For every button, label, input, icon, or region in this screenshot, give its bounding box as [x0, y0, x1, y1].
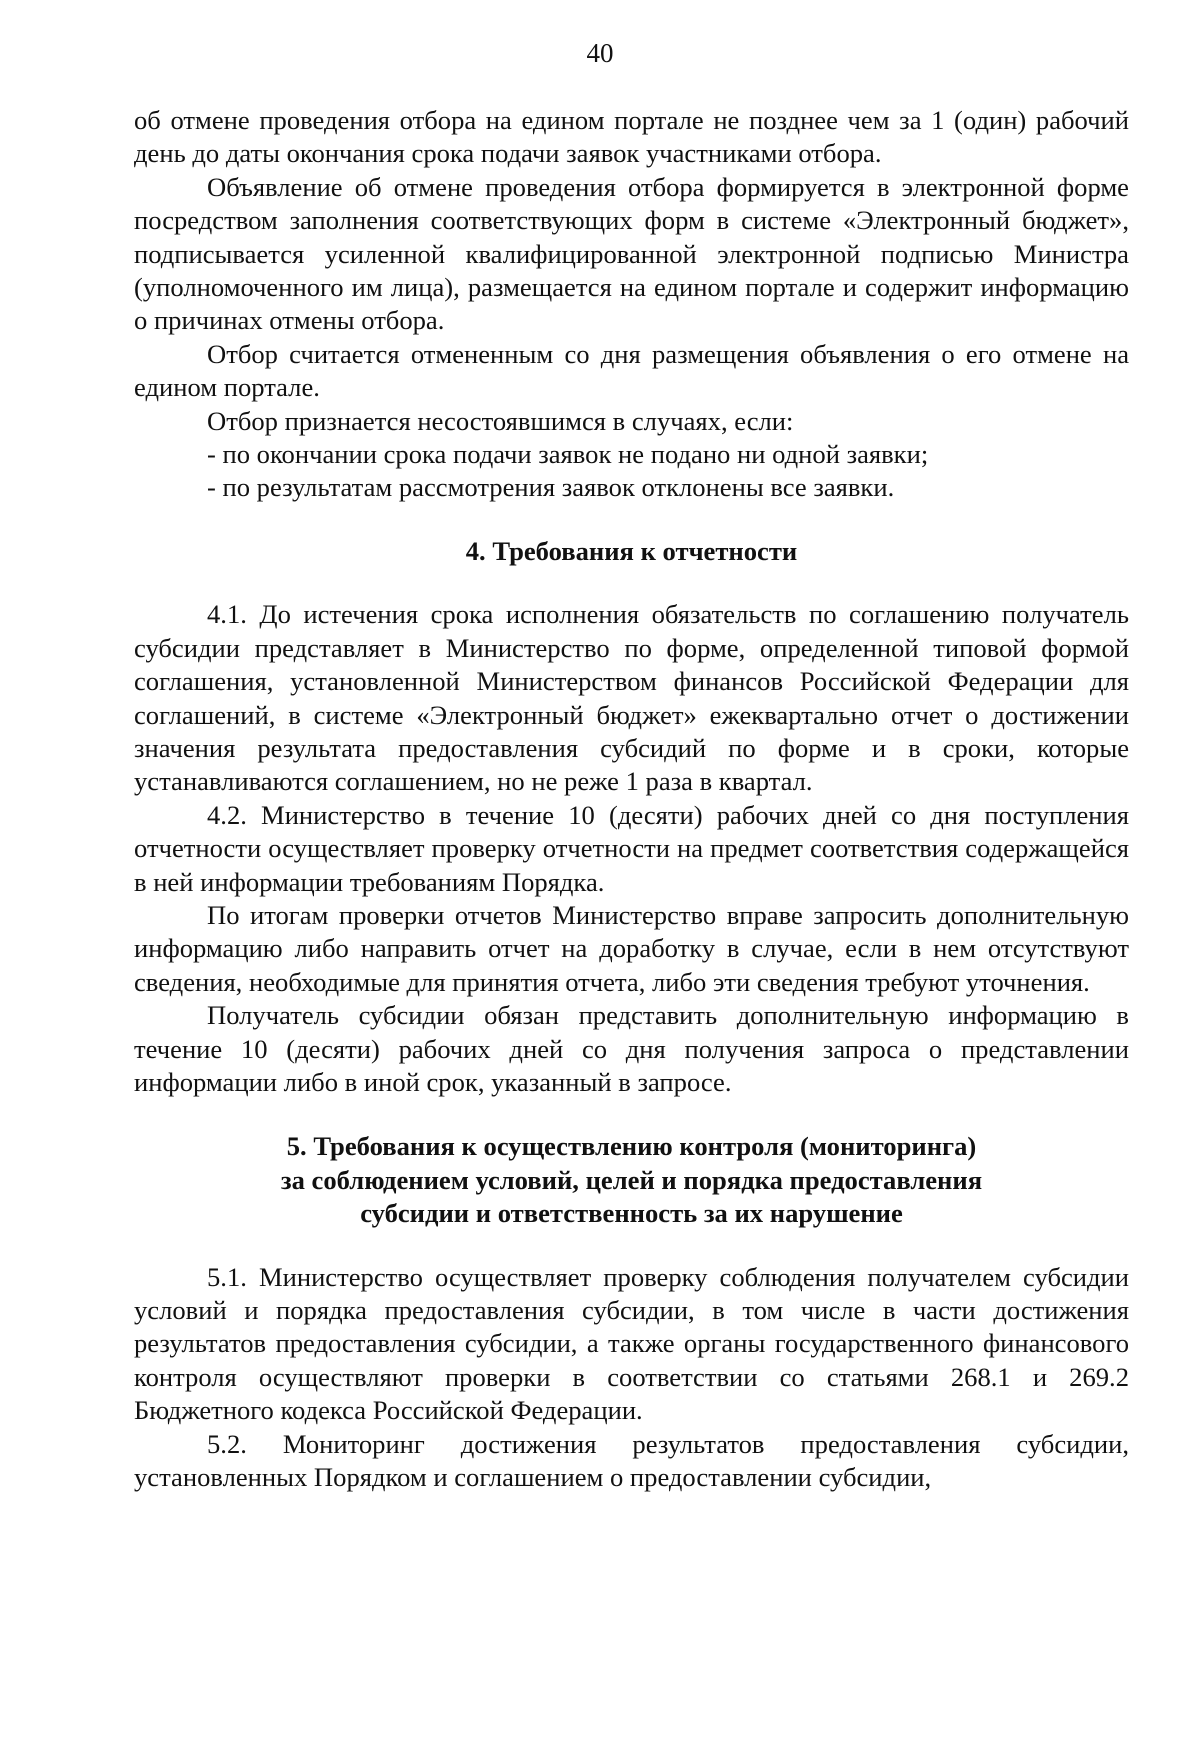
section-5-heading-line: за соблюдением условий, целей и порядка предоставления [280, 1164, 983, 1195]
section-5-heading [134, 1130, 1129, 1230]
paragraph-4-2: 4.2. Министерство в течение 10 (десяти) рабочих дней со дня поступления отчетности осуществляет проверку отчетности на предмет соответствия содержащейся в ней информации требованиям Порядка. [134, 799, 1129, 897]
list-item: - по результатам рассмотрения заявок отклонены все заявки. [207, 472, 895, 503]
paragraph-recipient-obliged: Получатель субсидии обязан представить дополнительную информацию в течение 10 (десяти) рабочих дней со дня получения запроса о представлении информации либо в иной срок, указанный в запросе. [134, 1000, 1129, 1097]
list-item: - по окончании срока подачи заявок не подано ни одной заявки; [207, 439, 929, 470]
page-number: 40 [586, 38, 614, 68]
paragraph-continuation: об отмене проведения отбора на едином портале не позднее чем за 1 (один) рабочий день до даты окончания срока подачи заявок участниками отбора. [134, 105, 1129, 169]
section-5-heading-line: субсидии и ответственность за их нарушение [360, 1198, 903, 1229]
paragraph-announcement: Объявление об отмене проведения отбора формируется в электронной форме посредством заполнения соответствующих форм в системе «Электронный бюджет», подписывается усиленной квалифицированной электронной подписью Министра (уполномоченного им лица), размещается на едином портале и содержит информацию о причинах отмены отбора. [134, 171, 1129, 336]
section-4-heading: 4. Требования к отчетности [465, 535, 798, 566]
paragraph-4-1: 4.1. До истечения срока исполнения обязательств по соглашению получатель субсидии представляет в Министерство по форме, определенной типовой формой соглашения, установленной Министерством финансов Российской Федерации для соглашений, в системе «Электронный бюджет» ежеквартально отчет о достижении значения результата предоставления субсидий по форме и в сроки, которые устанавливаются соглашением, но не реже 1 раза в квартал. [134, 599, 1129, 797]
paragraph-5-1: 5.1. Министерство осуществляет проверку соблюдения получателем субсидии условий и порядка предоставления субсидии, в том числе в части достижения результатов предоставления субсидии, а также органы государственного финансового контроля осуществляют проверки в соответствии со статьями 268.1 и 269.2 Бюджетного кодекса Российской Федерации. [134, 1261, 1129, 1426]
paragraph-review-results: По итогам проверки отчетов Министерство вправе запросить дополнительную информацию либо направить отчет на доработку в случае, если в нем отсутствуют сведения, необходимые для принятия отчета, либо эти сведения требуют уточнения. [134, 899, 1129, 997]
section-5-heading-line: 5. Требования к осуществлению контроля (мониторинга) [286, 1131, 977, 1162]
paragraph-cancelled: Отбор считается отмененным со дня размещения объявления о его отмене на едином портале. [134, 338, 1129, 403]
paragraph-5-2: 5.2. Мониторинг достижения результатов предоставления субсидии, установленных Порядком и соглашением о предоставлении субсидии, [134, 1428, 1129, 1493]
document-body [134, 104, 1129, 1494]
paragraph-failed-intro: Отбор признается несостоявшимся в случаях, если: [207, 405, 794, 436]
